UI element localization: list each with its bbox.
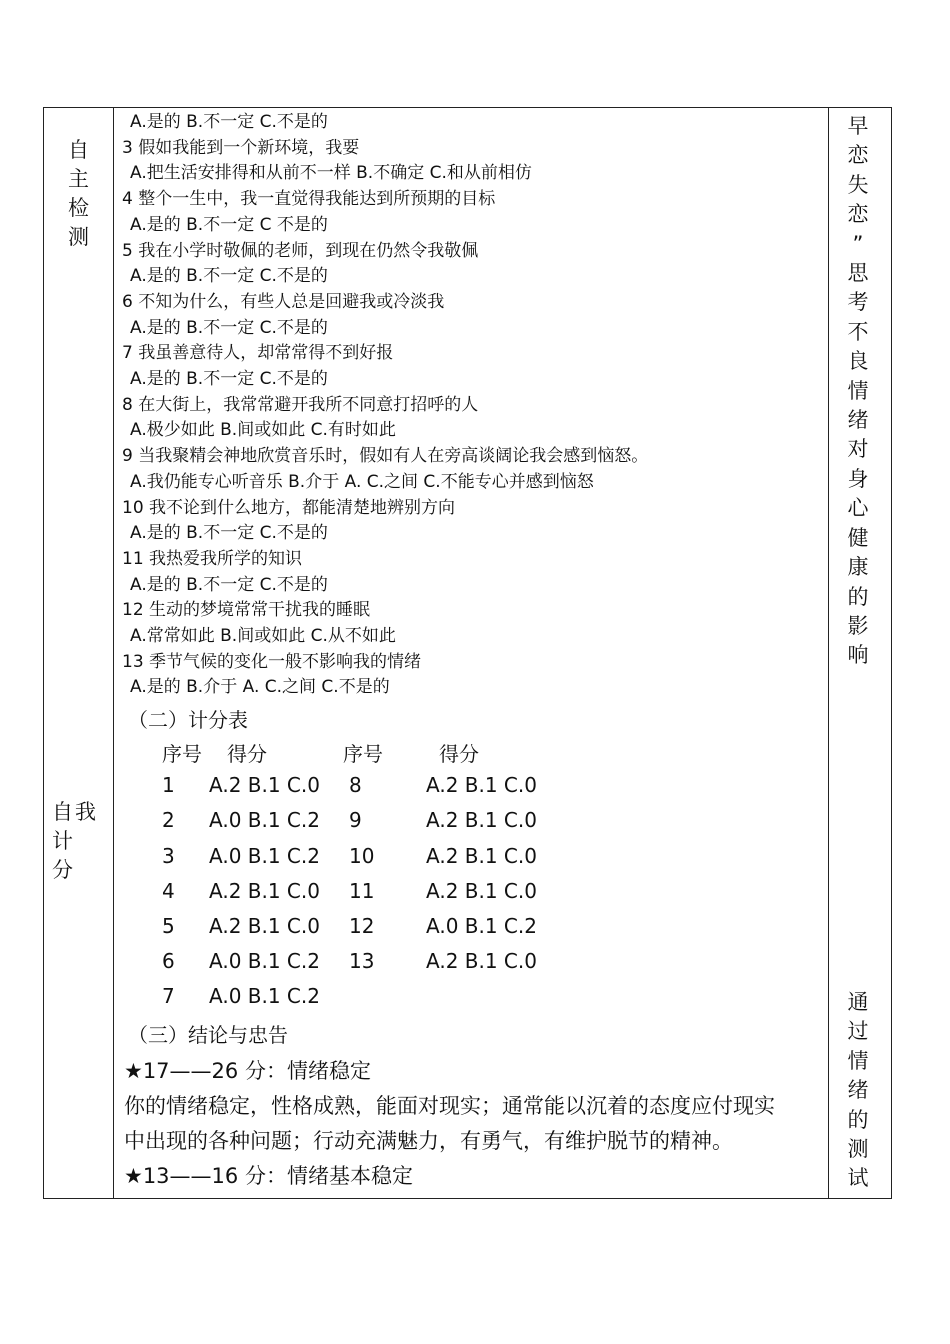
right-column-topic-top bbox=[841, 112, 875, 671]
question-text: 3 假如我能到一个新环境，我要 bbox=[122, 137, 360, 158]
vertical-char: 心 bbox=[847, 496, 869, 521]
question-text: 13 季节气候的变化一般不影响我的情绪 bbox=[122, 651, 422, 672]
item-score: A.2 B.1 C.0 bbox=[209, 913, 320, 938]
vertical-char: 通 bbox=[847, 990, 869, 1014]
question-text: 6 不知为什么，有些人总是回避我或冷淡我 bbox=[122, 291, 445, 312]
label-char: 自我 bbox=[52, 800, 98, 824]
vertical-char: 良 bbox=[847, 349, 869, 374]
item-score: A.2 B.1 C.0 bbox=[209, 773, 320, 798]
vertical-char: 过 bbox=[847, 1019, 869, 1044]
vertical-char: 恋 bbox=[847, 143, 869, 168]
item-score: A.0 B.1 C.2 bbox=[209, 843, 320, 868]
label-char: 测 bbox=[68, 225, 89, 249]
label-char: 检 bbox=[68, 196, 89, 220]
item-number: 2 bbox=[162, 808, 175, 833]
item-number: 13 bbox=[349, 949, 375, 974]
vertical-char: 对 bbox=[847, 437, 869, 462]
vertical-char: 绪 bbox=[847, 408, 869, 433]
vertical-char: 影 bbox=[847, 613, 869, 638]
vertical-char: 考 bbox=[847, 290, 869, 315]
item-score: A.2 B.1 C.0 bbox=[209, 878, 320, 903]
header-number: 序号 bbox=[162, 742, 202, 766]
self-check-label bbox=[68, 136, 90, 252]
item-score: A.0 B.1 C.2 bbox=[209, 808, 320, 833]
item-number: 6 bbox=[162, 949, 175, 974]
item-number: 8 bbox=[349, 773, 362, 798]
question-text: 7 我虽善意待人，却常常得不到好报 bbox=[122, 343, 394, 364]
section-title-score-table: （二）计分表 bbox=[128, 708, 248, 732]
vertical-char: 康 bbox=[847, 555, 869, 580]
vertical-char: 的 bbox=[847, 584, 869, 609]
question-options: A.把生活安排得和从前不一样 B.不确定 C.和从前相仿 bbox=[130, 163, 532, 184]
item-number: 10 bbox=[349, 843, 375, 868]
vertical-char: 不 bbox=[847, 319, 869, 344]
question-options: A.是的 B.不一定 C.不是的 bbox=[130, 574, 328, 595]
question-options: A.是的 B.不一定 C 不是的 bbox=[130, 214, 328, 235]
item-score: A.2 B.1 C.0 bbox=[426, 878, 537, 903]
vertical-char: ” bbox=[852, 231, 864, 256]
question-text: 12 生动的梦境常常干扰我的睡眠 bbox=[122, 600, 371, 621]
question-text: 8 在大街上，我常常避开我所不同意打招呼的人 bbox=[122, 394, 479, 415]
vertical-char: 试 bbox=[847, 1166, 869, 1191]
header-score: 得分 bbox=[227, 742, 267, 766]
question-text: 10 我不论到什么地方，都能清楚地辨别方向 bbox=[122, 497, 456, 518]
vertical-char: 失 bbox=[847, 172, 869, 197]
question-options: A.我仍能专心听音乐 B.介于 A. C.之间 C.不能专心并感到恼怒 bbox=[130, 471, 594, 492]
item-number: 7 bbox=[162, 984, 175, 1009]
vertical-char: 思 bbox=[847, 261, 869, 286]
item-score: A.0 B.1 C.2 bbox=[209, 949, 320, 974]
conclusion-line: 中出现的各种问题；行动充满魅力，有勇气，有维护脱节的精神。 bbox=[124, 1129, 733, 1153]
question-text: 11 我热爱我所学的知识 bbox=[122, 548, 303, 569]
vertical-char: 健 bbox=[847, 525, 869, 550]
vertical-char: 的 bbox=[847, 1107, 869, 1132]
item-number: 11 bbox=[349, 878, 375, 903]
header-number: 序号 bbox=[343, 742, 383, 766]
item-score: A.0 B.1 C.2 bbox=[426, 913, 537, 938]
item-score: A.2 B.1 C.0 bbox=[426, 773, 537, 798]
item-number: 12 bbox=[349, 913, 375, 938]
question-text: 4 整个一生中，我一直觉得我能达到所预期的目标 bbox=[122, 189, 496, 210]
column-divider-right bbox=[828, 108, 829, 1198]
question-options: A.是的 B.不一定 C.不是的 bbox=[130, 112, 328, 132]
item-number: 4 bbox=[162, 878, 175, 903]
item-number: 1 bbox=[162, 773, 175, 798]
document-table bbox=[43, 107, 892, 1199]
vertical-char: 身 bbox=[847, 466, 869, 491]
vertical-char: 情 bbox=[847, 378, 869, 403]
label-char: 分 bbox=[52, 858, 75, 882]
label-char: 自 bbox=[68, 138, 89, 162]
question-text: 9 当我聚精会神地欣赏音乐时，假如有人在旁高谈阔论我会感到恼怒。 bbox=[122, 446, 649, 467]
header-score: 得分 bbox=[439, 742, 479, 766]
item-number: 5 bbox=[162, 913, 175, 938]
self-score-label bbox=[52, 798, 108, 885]
question-text: 5 我在小学时敬佩的老师，到现在仍然令我敬佩 bbox=[122, 240, 479, 261]
label-char: 计 bbox=[52, 829, 75, 853]
section-title-conclusion: （三）结论与忠告 bbox=[128, 1023, 288, 1047]
question-options: A.是的 B.不一定 C.不是的 bbox=[130, 266, 328, 287]
question-options: A.是的 B.介于 A. C.之间 C.不是的 bbox=[130, 677, 390, 698]
conclusion-line: ★13——16 分：情绪基本稳定 bbox=[124, 1164, 413, 1188]
question-list bbox=[122, 110, 822, 701]
conclusion-text bbox=[124, 1054, 824, 1194]
right-column-topic-bottom bbox=[841, 988, 875, 1194]
item-number: 3 bbox=[162, 843, 175, 868]
question-options: A.是的 B.不一定 C.不是的 bbox=[130, 369, 328, 390]
vertical-char: 早 bbox=[847, 114, 869, 138]
question-options: A.极少如此 B.间或如此 C.有时如此 bbox=[130, 420, 396, 441]
question-options: A.是的 B.不一定 C.不是的 bbox=[130, 317, 328, 338]
conclusion-line: ★17——26 分：情绪稳定 bbox=[124, 1059, 371, 1083]
item-number: 9 bbox=[349, 808, 362, 833]
vertical-char: 情 bbox=[847, 1048, 869, 1073]
vertical-char: 恋 bbox=[847, 202, 869, 227]
question-options: A.是的 B.不一定 C.不是的 bbox=[130, 523, 328, 544]
vertical-char: 测 bbox=[847, 1137, 869, 1162]
item-score: A.0 B.1 C.2 bbox=[209, 984, 320, 1009]
label-char: 主 bbox=[68, 167, 89, 191]
item-score: A.2 B.1 C.0 bbox=[426, 843, 537, 868]
vertical-char: 绪 bbox=[847, 1078, 869, 1103]
question-options: A.常常如此 B.间或如此 C.从不如此 bbox=[130, 626, 396, 647]
conclusion-line: 你的情绪稳定，性格成熟，能面对现实；通常能以沉着的态度应付现实 bbox=[124, 1094, 775, 1118]
vertical-char: 响 bbox=[847, 643, 869, 668]
item-score: A.2 B.1 C.0 bbox=[426, 949, 537, 974]
item-score: A.2 B.1 C.0 bbox=[426, 808, 537, 833]
column-divider-left bbox=[113, 108, 114, 1198]
